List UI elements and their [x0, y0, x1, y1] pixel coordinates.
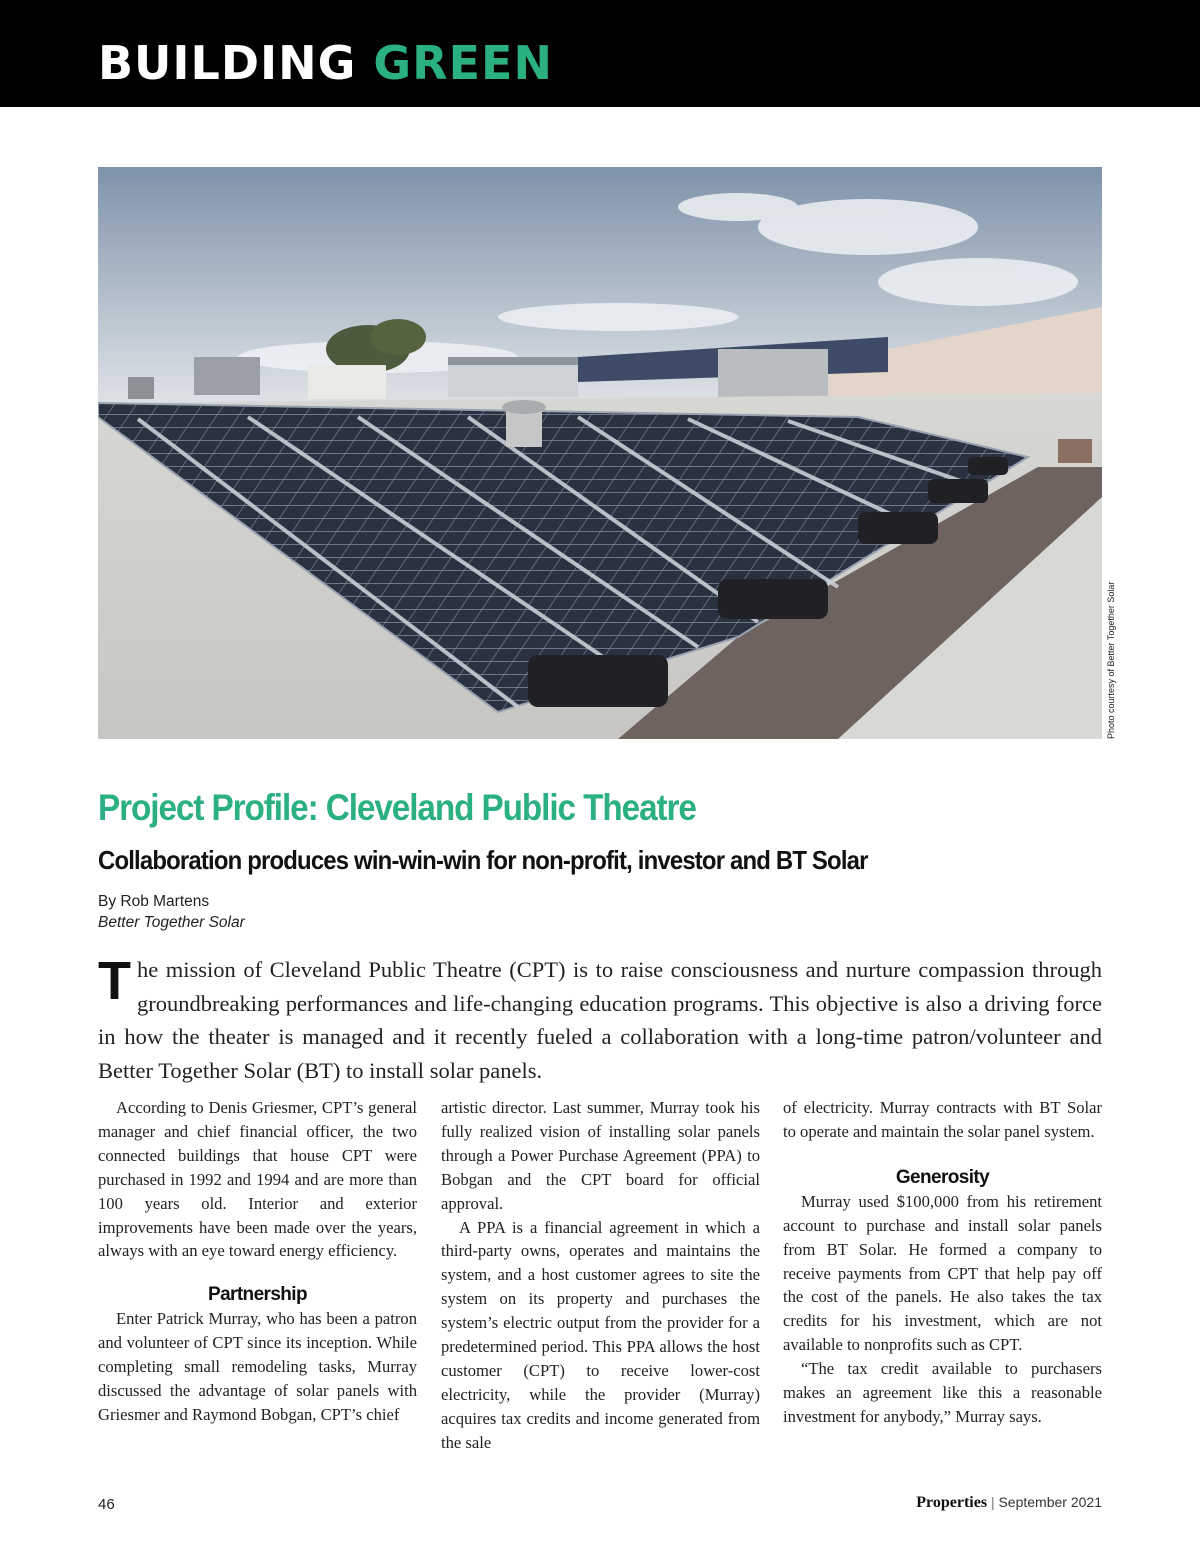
folio-separator: | — [990, 1494, 995, 1510]
body-paragraph: “The tax credit available to purchasers makes an agreement like this a reasonable investment for anybody,” Murray says. — [783, 1359, 1102, 1426]
magazine-name: Properties — [916, 1494, 988, 1511]
body-paragraph: A PPA is a financial agreement in which a third-party owns, operates and maintains the system, and a host customer agrees to site the system on its property and purchases the system’s electric output from the provider for a predetermined period. This PPA allows the host customer (CPT) to receive lower-cost electricity, while the provider (Murray) acquires tax credits and income generated from the sale — [441, 1217, 760, 1452]
body-column-2 — [441, 1096, 760, 1455]
solar-panels-illustration — [98, 167, 1102, 739]
footer-folio — [916, 1494, 1102, 1512]
body-paragraph: artistic director. Last summer, Murray took his fully realized vision of installing solar panels through a Power Purchase Agreement (PPA) to Bobgan and the CPT board for official approval. — [441, 1098, 760, 1213]
body-column-1 — [98, 1096, 417, 1427]
byline — [98, 891, 245, 933]
author-name: By Rob Martens — [98, 893, 210, 910]
lede-paragraph — [98, 953, 1102, 1087]
body-paragraph: According to Denis Griesmer, CPT’s general manager and chief financial officer, the two connected buildings that house CPT were purchased in 1992 and 1994 and are more than 100 years old. Interior and exterior improvements have been made over the years, always with an eye toward energy efficiency. — [98, 1098, 417, 1261]
roof-hatch — [1058, 439, 1092, 463]
author-organization: Better Together Solar — [98, 914, 245, 931]
drop-cap: T — [98, 951, 131, 1011]
body-column-3 — [783, 1096, 1102, 1429]
section-subhead: Generosity — [895, 1166, 990, 1188]
section-label-word: BUILDING — [98, 36, 357, 90]
solar-panels-photo — [98, 167, 1102, 739]
body-paragraph: Enter Patrick Murray, who has been a patron and volunteer of CPT since its inception. While completing small remodeling tasks, Murray discussed the advantage of solar panels with Griesmer and Raymond Bobgan, CPT’s chief — [98, 1309, 417, 1424]
rooftop-hvac-units — [128, 349, 828, 403]
article-title: Project Profile: Cleveland Public Theatre — [98, 787, 696, 828]
article-subtitle: Collaboration produces win-win-win for non-profit, investor and BT Solar — [98, 845, 868, 875]
body-paragraph: Murray used $100,000 from his retirement account to purchase and install solar panels from BT Solar. He formed a company to receive payments from CPT that help pay off the cost of the panels. He also takes the tax credits for his investment, which are not available to nonprofits such as CPT. — [783, 1191, 1102, 1355]
body-paragraph: of electricity. Murray contracts with BT Solar to operate and maintain the solar panel system. — [783, 1098, 1102, 1141]
section-label-accent: GREEN — [373, 36, 553, 90]
section-label — [98, 36, 553, 90]
section-subhead: Partnership — [208, 1284, 307, 1306]
issue-date: September 2021 — [998, 1494, 1102, 1510]
photo-credit: Photo courtesy of Better Together Solar — [1106, 581, 1116, 739]
section-header-bar — [0, 0, 1200, 107]
page-number: 46 — [98, 1496, 115, 1513]
roof-vent — [502, 400, 546, 447]
lede-text: he mission of Cleveland Public Theatre (CPT) is to raise consciousness and nurture compassion through groundbreaking performances and life-changing education programs. This objective is also a driving force in how the theater is managed and it recently fueled a collaboration with a long-time patron/volunteer and Better Together Solar (BT) to install solar panels. — [98, 957, 1102, 1083]
